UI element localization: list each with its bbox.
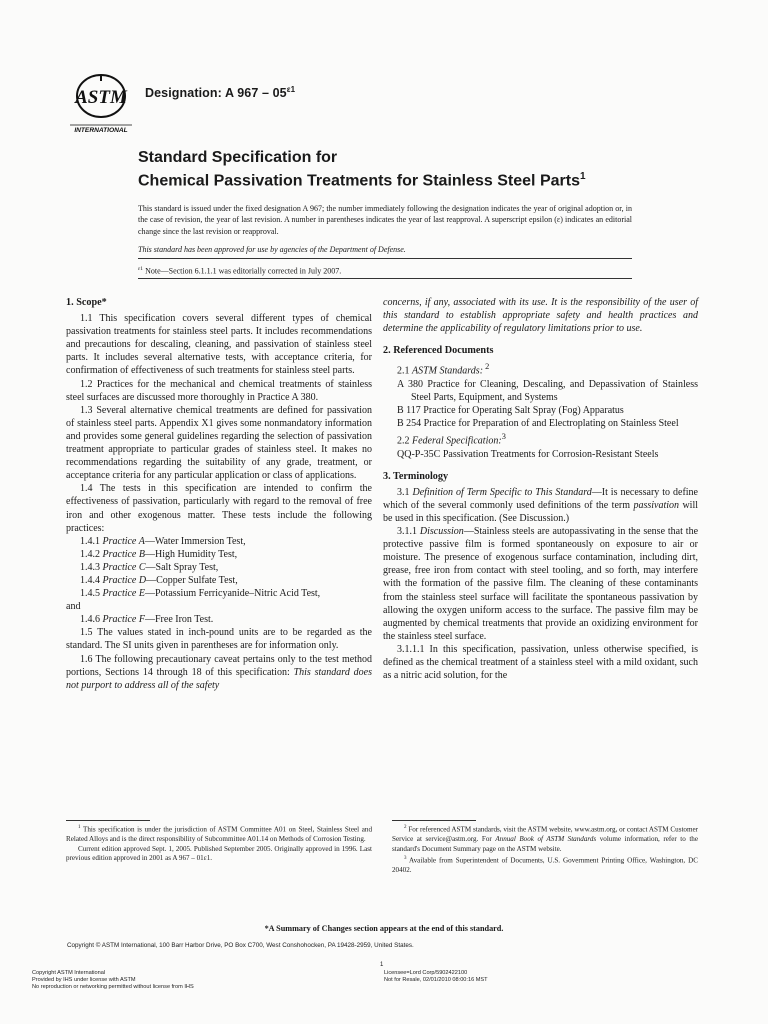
svg-text:INTERNATIONAL: INTERNATIONAL: [74, 127, 128, 134]
section-3-1-1-1: 3.1.1.1 In this specification, passivation, unless otherwise specified, is defined as the chemical treatment of a stainless steel with a mild oxidant, such as a nitric acid solution, for the: [383, 643, 698, 682]
para-1-3: 1.3 Several alternative chemical treatments are defined for passivation of stainless steel parts. Appendix X1 gives some nonmandatory information and provides some general guidelines regarding the selection of passivation treatment appropriate to particular grades of stainless steel. It makes no recommendations regarding the suitability of any grade, treatment, or acceptance criteria for any particular application or class of applications.: [66, 404, 372, 482]
copyright-line: Copyright © ASTM International, 100 Barr Harbor Drive, PO Box C700, West Conshohocken, PA 19428-2959, United States.: [67, 942, 414, 949]
title-line-2: Chemical Passivation Treatments for Stainless Steel Parts$^1$: [138, 171, 586, 190]
preamble-dod: This standard has been approved for use by agencies of the Department of Defense.: [138, 245, 406, 255]
para-1-6: 1.6 The following precautionary caveat pertains only to the test method portions, Sections 14 through 18 of this specification: This standard does not purport to address all of the safety: [66, 653, 372, 691]
section-3-heading: 3. Terminology: [383, 470, 449, 482]
license-stamp-left: Copyright ASTM International Provided by IHS under license with ASTM No reproduction or networking permitted without license from IHS: [32, 970, 194, 990]
reference-item: QQ-P-35C Passivation Treatments for Corrosion-Resistant Steels: [397, 448, 659, 460]
practice-item: 1.4.3 Practice C—Salt Spray Test,: [80, 561, 219, 573]
para-1-4: 1.4 The tests in this specification are intended to confirm the effectiveness of passivation, particularly with regard to the removal of free iron and other exogenous matter. These tests include the following practices:: [66, 483, 372, 534]
left-column: [66, 296, 372, 692]
divider-top: [138, 258, 632, 259]
divider-bottom: [138, 278, 632, 279]
section-1-heading: 1. Scope*: [66, 297, 107, 308]
reference-item: B 254 Practice for Preparation of and Electroplating on Stainless Steel: [397, 418, 679, 430]
practice-item: 1.4.5 Practice E—Potassium Ferricyanide–Nitric Acid Test,: [80, 588, 321, 600]
practice-item: 1.4.2 Practice B—High Humidity Test,: [80, 548, 238, 560]
section-2-heading: 2. Referenced Documents: [383, 345, 494, 357]
preamble: [138, 203, 632, 261]
editorial-note: $^{\varepsilon 1}$ Note—Section 6.1.1.1 was editorially corrected in July 2007.: [138, 266, 342, 276]
footnote-1: $^1$ This specification is under the jurisdiction of ASTM Committee A01 on Steel, Stainless Steel and Related Alloys and is the direct responsibility of Subcommittee A01.14 on Methods of Corrosion Testing.: [66, 825, 372, 843]
footnote-3: $^3$ Available from Superintendent of Documents, U.S. Government Printing Office, Washington, DC 20402.: [392, 856, 698, 875]
summary-note: *A Summary of Changes section appears at the end of this standard.: [264, 924, 504, 933]
page-number: 1: [380, 962, 384, 968]
para-1-1: 1.1 This specification covers several different types of chemical passivation treatments for stainless steel parts. It includes recommendations and precautions for descaling, cleaning, and passivation of stainless steel parts. It includes several alternative tests, with acceptance criteria, for confirmation of effectiveness of such treatments for stainless steel parts.: [66, 313, 372, 377]
preamble-issued: This standard is issued under the fixed designation A 967; the number immediately following the designation indicates the year of original adoption or, in the case of revision, the year of last revision. A number in parentheses indicates the year of last reapproval. A superscript epsilon (ε) indicates an editorial change since the last revision or reapproval.: [138, 204, 632, 236]
license-stamp-right: Licensee=Lord Corp/5902422100 Not for Resale, 02/01/2010 08:00:16 MST: [384, 970, 488, 983]
footnote-2: $^2$ For referenced ASTM standards, visit the ASTM website, www.astm.org, or contact ASTM Customer Service at service@astm.org. For Annual Book of ASTM Standards volume information, refer to the standard's Document Summary page on the ASTM website.: [392, 825, 699, 853]
para-1-5: 1.5 The values stated in inch-pound units are to be regarded as the standard. The SI units given in parentheses are for information only.: [66, 627, 372, 652]
practice-item: 1.4.4 Practice D—Copper Sulfate Test,: [80, 574, 238, 586]
para-1-2: 1.2 Practices for the mechanical and chemical treatments of stainless steel surfaces are discussed more thoroughly in Practice A 380.: [66, 378, 372, 403]
designation: Designation: A $967 - 05^{\varepsilon 1}$: [145, 85, 296, 101]
footnote-rule-right: [392, 820, 476, 821]
title-line-1: Standard Specification for: [138, 149, 338, 166]
section-3-1-1: 3.1.1 Discussion—Stainless steels are autopassivating in the sense that the protective passive film is formed spontaneously on exposure to air or moisture. The presence of exogenous surface contamination, including dirt, grease, free iron from contact with steel tooling, and so forth, may interfere with the formation of the passive film. The cleaning of these contaminants from the stainless steel surface will facilitate the spontaneous passivation by allowing the oxygen uniform access to the surface. The passive film may be augmented by chemical treatments that provide an oxidizing environment for the stainless steel surface.: [383, 526, 699, 642]
svg-text:ASTM: ASTM: [75, 87, 127, 108]
section-3-1: 3.1 Definition of Term Specific to This Standard—It is necessary to define which of the several commonly used definitions of the term passivation will be used in this specification. (See Discussion.): [383, 486, 698, 524]
reference-item: A 380 Practice for Cleaning, Descaling, and Depassivation of Stainless Steel Parts, Equipment, and Systems: [397, 378, 698, 403]
astm-logo: [66, 72, 136, 134]
footnote-rule-left: [66, 820, 150, 821]
footnotes-left: [66, 823, 372, 864]
footnotes-right: [392, 823, 698, 876]
astm-logo-icon: [66, 72, 136, 134]
footnote-1-edition: Current edition approved Sept. 1, 2005. Published September 2005. Originally approved in 1996. Last previous edition approved in 2001 as A 967 – 01ε1.: [66, 844, 372, 863]
document-title: [138, 148, 586, 190]
right-column: [383, 296, 698, 682]
and-text: and: [66, 601, 81, 613]
practice-item: 1.4.1 Practice A—Water Immersion Test,: [80, 535, 246, 547]
section-2-2: 2.2 Federal Specification:$^3$: [397, 432, 506, 447]
practice-item: 1.4.6 Practice F—Free Iron Test.: [80, 614, 214, 626]
safety-caveat: concerns, if any, associated with its use. It is the responsibility of the user of this standard to establish appropriate safety and health practices and determine the applicability of regulatory limitations prior to use.: [383, 297, 698, 335]
section-2-1: 2.1 ASTM Standards: $^2$: [397, 362, 490, 377]
reference-item: B 117 Practice for Operating Salt Spray (Fog) Apparatus: [397, 404, 624, 416]
